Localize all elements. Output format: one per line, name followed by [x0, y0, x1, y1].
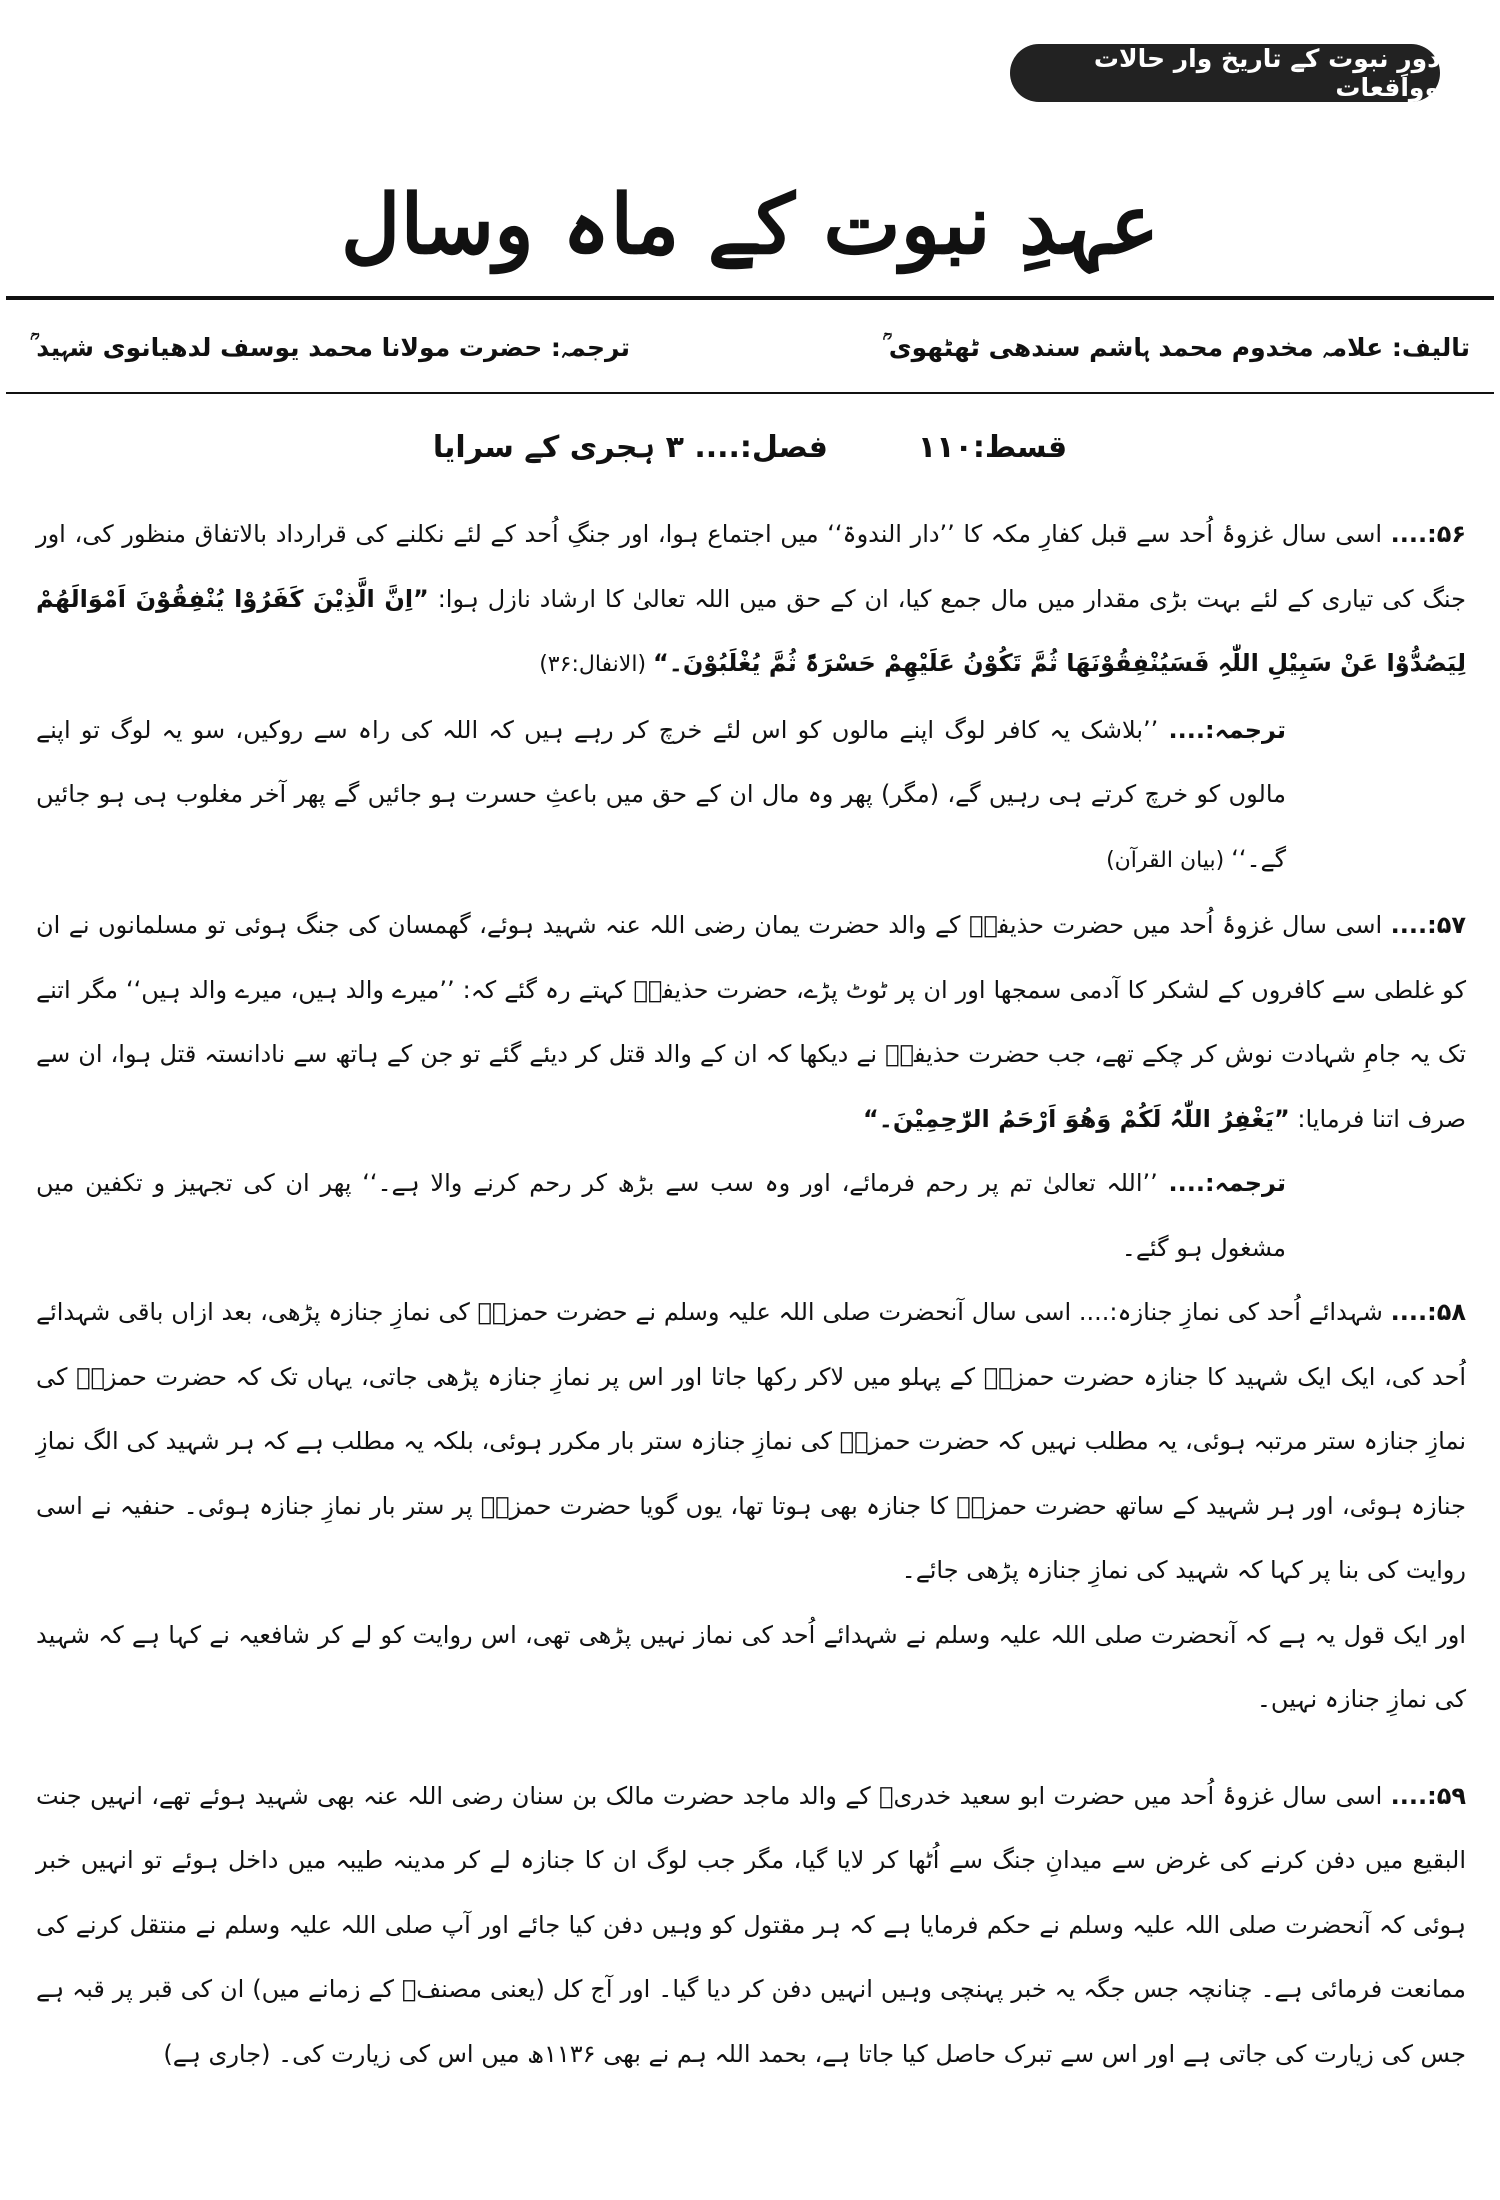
paragraph-text: شہدائے اُحد کی نمازِ جنازہ:.... اسی سال آنحضرت صلی اللہ علیہ وسلم نے حضرت حمزہؓ کی نمازِ جنازہ پڑھی، بعد ازاں باقی شہدائے اُحد کی، ایک ایک شہید کا جنازہ حضرت حمزہؓ کے پہلو میں لاکر رکھا جاتا اور اس پر نمازِ جنازہ پڑھی جاتی، یہاں تک کہ حضرت حمزہؓ کی نمازِ جنازہ ستر مرتبہ ہوئی، یہ مطلب نہیں کہ حضرت حمزہؓ کی نمازِ جنازہ ستر بار مکرر ہوئی، بلکہ یہ مطلب ہے کہ ہر شہید کی الگ نمازِ جنازہ ہوئی، اور ہر شہید کے ساتھ حضرت حمزہؓ کا جنازہ بھی ہوتا تھا، یوں گویا حضرت حمزہؓ پر ستر بار نمازِ جنازہ ہوئی۔ حنفیہ نے اسی روایت کی بنا پر کہا کہ شہید کی نمازِ جنازہ پڑھی جائے۔: [36, 1298, 1466, 1584]
translation-label: ترجمہ:....: [1168, 715, 1286, 744]
paragraph-59: [36, 1764, 1466, 2087]
installment-number: قسط:۱۱۰: [917, 430, 1068, 465]
paragraph-58-note: [36, 1603, 1466, 1732]
paragraph-number: ۵۹:....: [1390, 1781, 1466, 1810]
byline-rule: [6, 392, 1494, 394]
quran-verse: ”اِنَّ الَّذِیْنَ کَفَرُوْا یُنْفِقُوْنَ اَمْوَالَھُمْ لِیَصُدُّوْا عَنْ سَبِیْلِ اللّٰہِ فَسَیُنْفِقُوْنَھَا ثُمَّ تَکُوْنُ عَلَیْھِمْ حَسْرَۃً ثُمَّ یُغْلَبُوْنَ۔“: [36, 584, 1466, 677]
paragraph-58: [36, 1280, 1466, 1603]
quran-verse: ”یَغْفِرُ اللّٰہُ لَکُمْ وَھُوَ اَرْحَمُ الرّٰحِمِیْنَ۔“: [863, 1104, 1290, 1133]
translation-source: (بیان القرآن): [1106, 847, 1232, 873]
paragraph-56: [36, 502, 1466, 698]
translation-label: ترجمہ:....: [1168, 1169, 1286, 1197]
paragraph-text: اسی سال غزوۂ اُحد سے قبل کفارِ مکہ کا ’’دار الندوۃ‘‘ میں اجتماع ہوا، اور جنگِ اُحد کے لئے نکلنے کی قرارداد بالاتفاق منظور کی، اور جنگ کی تیاری کے لئے بہت بڑی مقدار میں مال جمع کیا، ان کے حق میں اللہ تعالیٰ کا ارشاد نازل ہوا:: [36, 520, 1467, 613]
article-body: [36, 502, 1466, 2086]
paragraph-number: ۵۸:....: [1390, 1298, 1466, 1326]
continued-note: (جاری ہے): [163, 2039, 279, 2068]
paragraph-57: [36, 893, 1466, 1151]
title-rule: [6, 296, 1494, 300]
paragraph-text: اسی سال غزوۂ اُحد میں حضرت حذیفہؓ کے والد حضرت یمان رضی اللہ عنہ شہید ہوئے، گھمسان کی جنگ ہوئی تو مسلمانوں نے ان کو غلطی سے کافروں کے لشکر کا آدمی سمجھا اور ان پر ٹوٹ پڑے، حضرت حذیفہؓ کہتے رہ گئے کہ: ’’میرے والد ہیں، میرے والد ہیں‘‘ مگر اتنے تک یہ جامِ شہادت نوش کر چکے تھے، جب حضرت حذیفہؓ نے دیکھا کہ ان کے والد قتل کر دیئے گئے تو جن کے ہاتھ سے نادانستہ قتل ہوا، ان سے صرف اتنا فرمایا:: [36, 911, 1467, 1133]
series-label: دورِ نبوت کے تاریخ وار حالات وواقعات: [1010, 44, 1440, 102]
byline: [30, 320, 1470, 376]
paragraph-number: ۵۶:....: [1390, 520, 1466, 548]
paragraph-text: اور ایک قول یہ ہے کہ آنحضرت صلی اللہ علیہ وسلم نے شہدائے اُحد کی نماز نہیں پڑھی تھی، اس روایت کو لے کر شافعیہ نے کہا ہے کہ شہید کی نمازِ جنازہ نہیں۔: [36, 1620, 1466, 1713]
paragraph-number: ۵۷:....: [1390, 911, 1466, 939]
translation-56: [36, 698, 1466, 894]
installment-header: [0, 430, 1500, 465]
translation-57: [36, 1151, 1466, 1280]
page-title: عہدِ نبوت کے ماہ وسال: [340, 177, 1160, 273]
paragraph-text: اسی سال غزوۂ اُحد میں حضرت ابو سعید خدریؓ کے والد ماجد حضرت مالک بن سنان رضی اللہ عنہ بھی شہید ہوئے تھے، انہیں جنت البقیع میں دفن کرنے کی غرض سے میدانِ جنگ سے اُٹھا کر لایا گیا، مگر جب لوگ ان کا جنازہ لے کر مدینہ طیبہ میں داخل ہوئے تو انہیں خبر ہوئی کہ آنحضرت صلی اللہ علیہ وسلم نے حکم فرمایا ہے کہ ہر مقتول کو وہیں دفن کیا جائے اور آپ صلی اللہ علیہ وسلم نے منتقل کرنے کی ممانعت فرمائی ہے۔ چنانچہ جس جگہ یہ خبر پہنچی وہیں انہیں دفن کر دیا گیا۔ اور آج کل (یعنی مصنفؒ کے زمانے میں) ان کی قبر پر قبہ ہے جس کی زیارت کی جاتی ہے اور اس سے تبرک حاصل کیا جاتا ہے، بحمد اللہ ہم نے بھی ۱۱۳۶ھ میں اس کی زیارت کی۔: [36, 1781, 1466, 2068]
verse-reference: (الانفال:۳۶): [539, 652, 654, 677]
translation-text: ’’بلاشک یہ کافر لوگ اپنے مالوں کو اس لئے خرچ کر رہے ہیں کہ اللہ کی راہ سے روکیں، سو یہ لوگ تو اپنے مالوں کو خرچ کرتے ہی رہیں گے، (مگر) پھر وہ مال ان کے حق میں باعثِ حسرت ہو جائیں گے پھر آخر مغلوب ہی ہو جائیں گے۔‘‘: [36, 715, 1286, 873]
translation-text: ’’اللہ تعالیٰ تم پر رحم فرمائے، اور وہ سب سے بڑھ کر رحم کرنے والا ہے۔‘‘ پھر ان کی تجہیز و تکفین میں مشغول ہو گئے۔: [36, 1169, 1286, 1262]
translator-credit: ترجمہ: حضرت مولانا محمد یوسف لدھیانوی شہید ؒ: [30, 333, 630, 362]
author-credit: تالیف: علامہ مخدوم محمد ہاشم سندھی ٹھٹھوی ؒ: [882, 333, 1470, 362]
chapter-heading: فصل:.... ۳ ہجری کے سرایا: [432, 430, 828, 465]
